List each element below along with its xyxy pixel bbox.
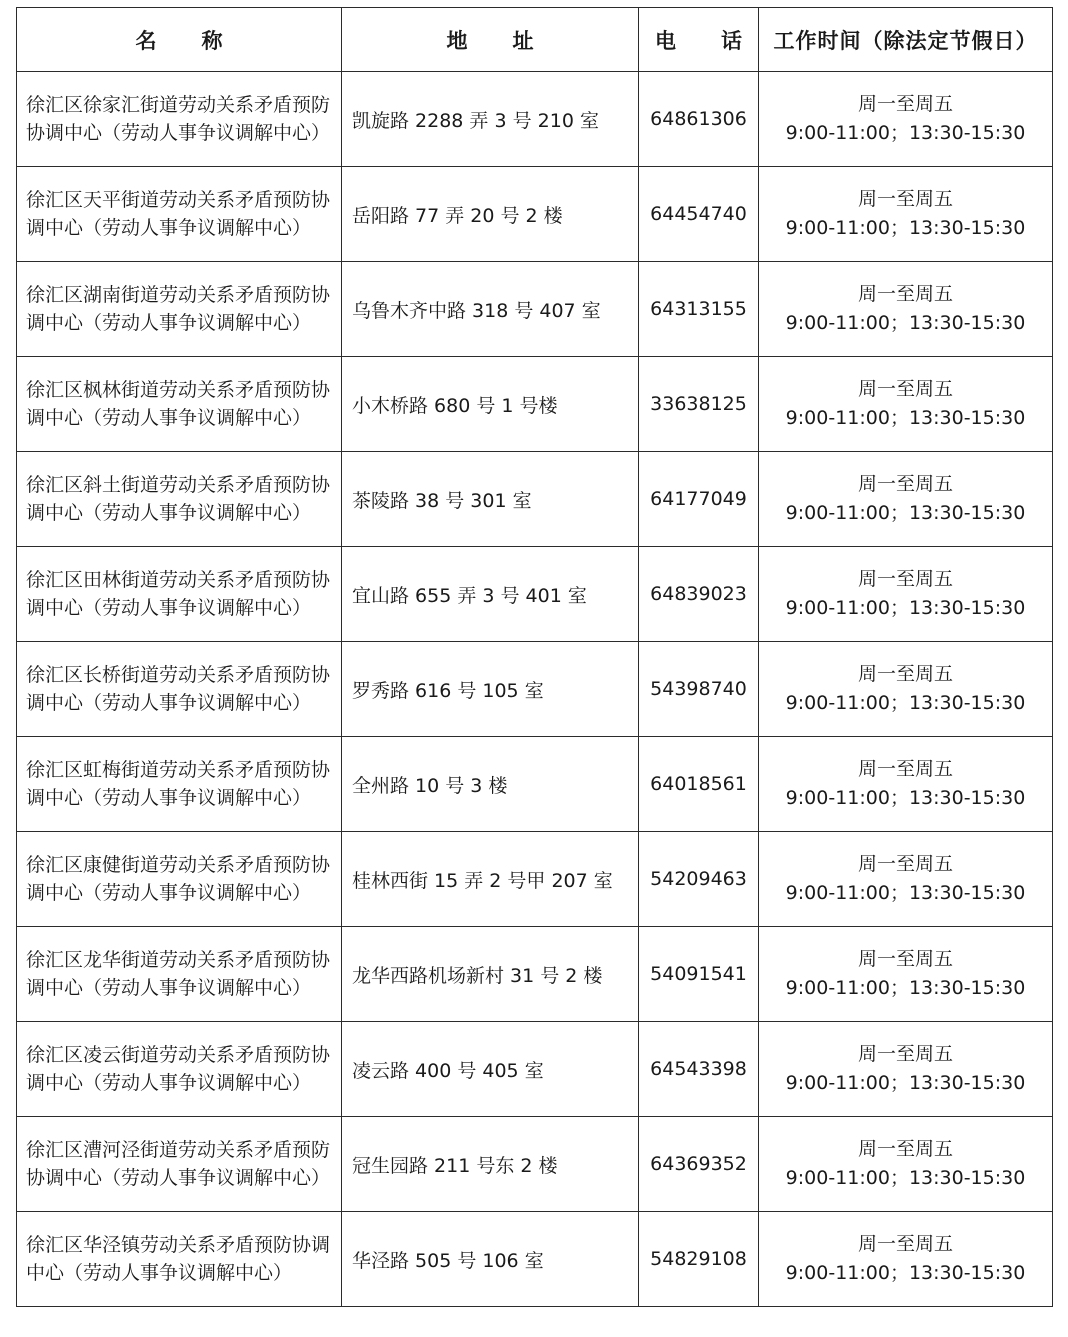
center-address: 凯旋路 2288 弄 3 号 210 室 [342, 72, 639, 167]
table-row [17, 72, 1053, 167]
table-row [17, 1117, 1053, 1212]
hours-time: 9:00-11:00；13:30-15:30 [785, 122, 1026, 144]
center-hours [759, 1212, 1053, 1307]
center-address: 罗秀路 616 号 105 室 [342, 642, 639, 737]
hours-time: 9:00-11:00；13:30-15:30 [785, 692, 1026, 714]
center-phone: 64369352 [639, 1117, 759, 1212]
center-phone: 64861306 [639, 72, 759, 167]
hours-days: 周一至周五 [857, 568, 953, 590]
hours-time: 9:00-11:00；13:30-15:30 [785, 502, 1026, 524]
mediation-centers-table [16, 7, 1053, 1307]
center-name: 徐汇区虹梅街道劳动关系矛盾预防协调中心（劳动人事争议调解中心） [17, 737, 342, 832]
center-hours [759, 547, 1053, 642]
center-hours [759, 832, 1053, 927]
hours-time: 9:00-11:00；13:30-15:30 [785, 977, 1026, 999]
table-row [17, 1022, 1053, 1117]
hours-time: 9:00-11:00；13:30-15:30 [785, 312, 1026, 334]
table-row [17, 642, 1053, 737]
header-address: 地 址 [342, 8, 639, 72]
table-row [17, 262, 1053, 357]
header-row [17, 8, 1053, 72]
center-phone: 54398740 [639, 642, 759, 737]
center-address: 宜山路 655 弄 3 号 401 室 [342, 547, 639, 642]
table-row [17, 737, 1053, 832]
center-phone: 54829108 [639, 1212, 759, 1307]
center-hours [759, 262, 1053, 357]
center-address: 冠生园路 211 号东 2 楼 [342, 1117, 639, 1212]
hours-days: 周一至周五 [857, 378, 953, 400]
center-phone: 54209463 [639, 832, 759, 927]
center-hours [759, 452, 1053, 547]
hours-days: 周一至周五 [857, 93, 953, 115]
center-phone: 54091541 [639, 927, 759, 1022]
hours-time: 9:00-11:00；13:30-15:30 [785, 217, 1026, 239]
center-address: 岳阳路 77 弄 20 号 2 楼 [342, 167, 639, 262]
hours-time: 9:00-11:00；13:30-15:30 [785, 597, 1026, 619]
header-hours: 工作时间（除法定节假日） [759, 8, 1053, 72]
center-phone: 33638125 [639, 357, 759, 452]
hours-days: 周一至周五 [857, 1043, 953, 1065]
center-name: 徐汇区凌云街道劳动关系矛盾预防协调中心（劳动人事争议调解中心） [17, 1022, 342, 1117]
table-row [17, 167, 1053, 262]
hours-time: 9:00-11:00；13:30-15:30 [785, 1262, 1026, 1284]
center-hours [759, 927, 1053, 1022]
hours-days: 周一至周五 [857, 1233, 953, 1255]
hours-days: 周一至周五 [857, 1138, 953, 1160]
hours-time: 9:00-11:00；13:30-15:30 [785, 1072, 1026, 1094]
table-row [17, 1212, 1053, 1307]
center-name: 徐汇区枫林街道劳动关系矛盾预防协调中心（劳动人事争议调解中心） [17, 357, 342, 452]
center-hours [759, 737, 1053, 832]
hours-days: 周一至周五 [857, 473, 953, 495]
center-address: 桂林西街 15 弄 2 号甲 207 室 [342, 832, 639, 927]
hours-time: 9:00-11:00；13:30-15:30 [785, 882, 1026, 904]
hours-days: 周一至周五 [857, 758, 953, 780]
hours-days: 周一至周五 [857, 948, 953, 970]
center-name: 徐汇区田林街道劳动关系矛盾预防协调中心（劳动人事争议调解中心） [17, 547, 342, 642]
center-phone: 64454740 [639, 167, 759, 262]
center-address: 茶陵路 38 号 301 室 [342, 452, 639, 547]
center-hours [759, 642, 1053, 737]
header-name: 名 称 [17, 8, 342, 72]
hours-days: 周一至周五 [857, 663, 953, 685]
center-phone: 64839023 [639, 547, 759, 642]
center-phone: 64313155 [639, 262, 759, 357]
center-address: 华泾路 505 号 106 室 [342, 1212, 639, 1307]
hours-time: 9:00-11:00；13:30-15:30 [785, 1167, 1026, 1189]
center-name: 徐汇区华泾镇劳动关系矛盾预防协调中心（劳动人事争议调解中心） [17, 1212, 342, 1307]
center-address: 凌云路 400 号 405 室 [342, 1022, 639, 1117]
table-row [17, 357, 1053, 452]
table-row [17, 452, 1053, 547]
center-hours [759, 167, 1053, 262]
center-name: 徐汇区天平街道劳动关系矛盾预防协调中心（劳动人事争议调解中心） [17, 167, 342, 262]
center-name: 徐汇区湖南街道劳动关系矛盾预防协调中心（劳动人事争议调解中心） [17, 262, 342, 357]
center-address: 乌鲁木齐中路 318 号 407 室 [342, 262, 639, 357]
hours-time: 9:00-11:00；13:30-15:30 [785, 787, 1026, 809]
header-phone: 电 话 [639, 8, 759, 72]
center-name: 徐汇区斜土街道劳动关系矛盾预防协调中心（劳动人事争议调解中心） [17, 452, 342, 547]
center-name: 徐汇区徐家汇街道劳动关系矛盾预防协调中心（劳动人事争议调解中心） [17, 72, 342, 167]
center-address: 龙华西路机场新村 31 号 2 楼 [342, 927, 639, 1022]
table-row [17, 927, 1053, 1022]
center-address: 全州路 10 号 3 楼 [342, 737, 639, 832]
center-hours [759, 1117, 1053, 1212]
center-address: 小木桥路 680 号 1 号楼 [342, 357, 639, 452]
hours-days: 周一至周五 [857, 853, 953, 875]
center-phone: 64177049 [639, 452, 759, 547]
hours-days: 周一至周五 [857, 283, 953, 305]
center-phone: 64543398 [639, 1022, 759, 1117]
center-name: 徐汇区康健街道劳动关系矛盾预防协调中心（劳动人事争议调解中心） [17, 832, 342, 927]
center-hours [759, 357, 1053, 452]
table-row [17, 547, 1053, 642]
center-name: 徐汇区长桥街道劳动关系矛盾预防协调中心（劳动人事争议调解中心） [17, 642, 342, 737]
center-hours [759, 1022, 1053, 1117]
center-phone: 64018561 [639, 737, 759, 832]
hours-time: 9:00-11:00；13:30-15:30 [785, 407, 1026, 429]
table-row [17, 832, 1053, 927]
center-name: 徐汇区漕河泾街道劳动关系矛盾预防协调中心（劳动人事争议调解中心） [17, 1117, 342, 1212]
hours-days: 周一至周五 [857, 188, 953, 210]
center-hours [759, 72, 1053, 167]
center-name: 徐汇区龙华街道劳动关系矛盾预防协调中心（劳动人事争议调解中心） [17, 927, 342, 1022]
